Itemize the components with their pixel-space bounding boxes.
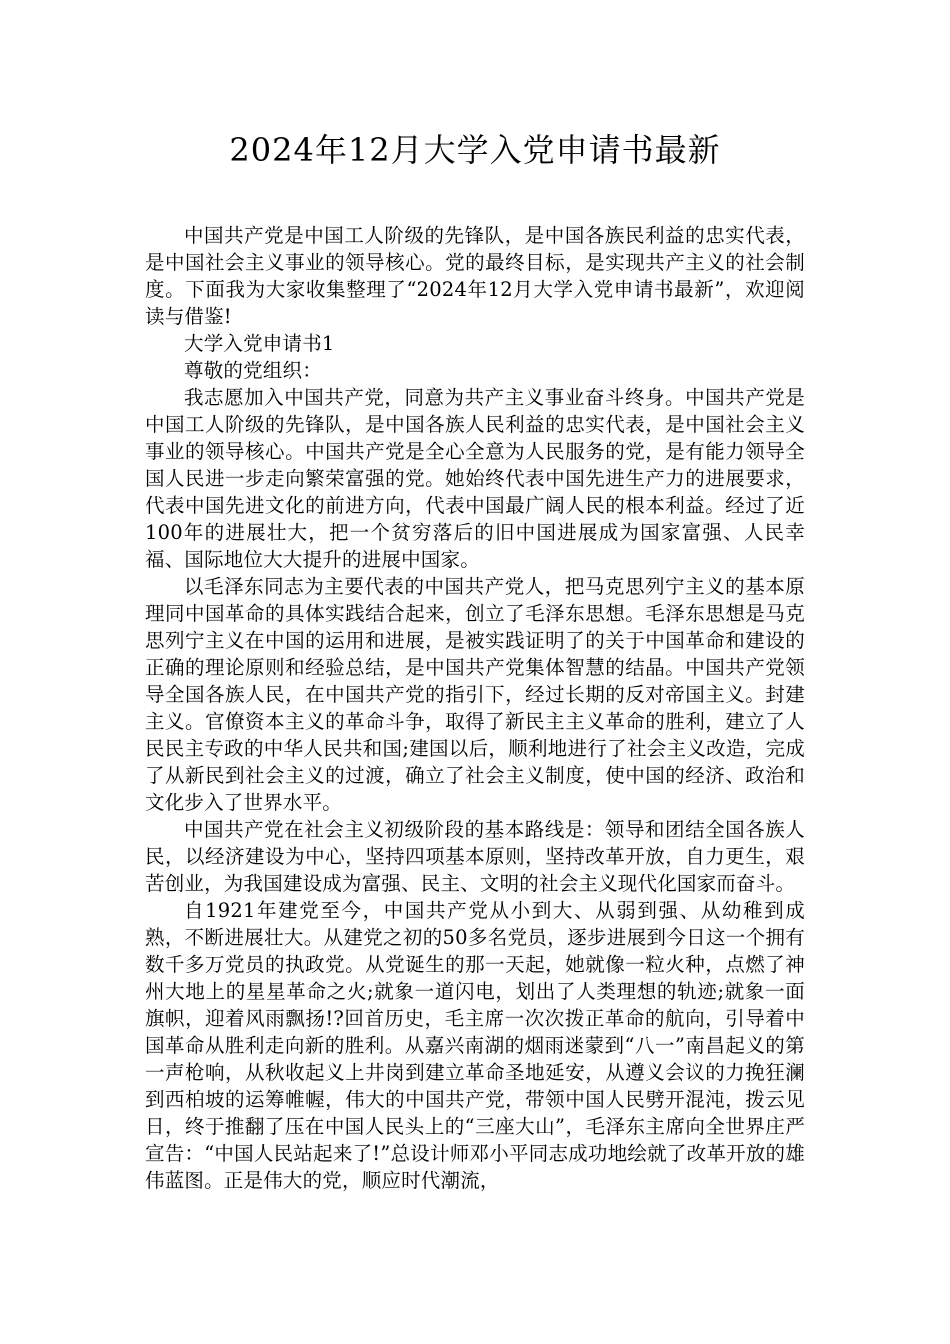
document-body [145, 222, 805, 1194]
document-title: 2024年12月大学入党申请书最新 [229, 131, 721, 169]
salutation: 尊敬的党组织： [184, 359, 322, 382]
body-paragraph: 我志愿加入中国共产党，同意为共产主义事业奋斗终身。中国共产党是中国工人阶级的先锋队，是中国各族人民利益的忠实代表，是中国社会主义事业的领导核心。中国共产党是全心全意为人民服务的党，是有能力领导全国人民进一步走向繁荣富强的党。她始终代表中国先进生产力的进展要求，代表中国先进文化的前进方向，代表中国最广阔人民的根本利益。经过了近100年的进展壮大，把一个贫穷落后的旧中国进展成为国家富强、人民幸福、国际地位大大提升的进展中国家。 [145, 386, 805, 571]
body-paragraph: 中国共产党在社会主义初级阶段的基本路线是：领导和团结全国各族人民，以经济建设为中心，坚持四项基本原则，坚持改革开放，自力更生，艰苦创业，为我国建设成为富强、民主、文明的社会主义现代化国家而奋斗。 [145, 818, 805, 895]
section-heading: 大学入党申请书1 [184, 332, 335, 355]
body-paragraph: 以毛泽东同志为主要代表的中国共产党人，把马克思列宁主义的基本原理同中国革命的具体实践结合起来，创立了毛泽东思想。毛泽东思想是马克思列宁主义在中国的运用和进展，是被实践证明了的关于中国革命和建设的正确的理论原则和经验总结，是中国共产党集体智慧的结晶。中国共产党领导全国各族人民，在中国共产党的指引下，经过长期的反对帝国主义。封建主义。官僚资本主义的革命斗争，取得了新民主主义革命的胜利，建立了人民民主专政的中华人民共和国;建国以后，顺利地进行了社会主义改造，完成了从新民到社会主义的过渡，确立了社会主义制度，使中国的经济、政治和文化步入了世界水平。 [145, 575, 805, 814]
body-paragraph: 自1921年建党至今，中国共产党从小到大、从弱到强、从幼稚到成熟，不断进展壮大。从建党之初的50多名党员，逐步进展到今日这一个拥有数千多万党员的执政党。从党诞生的那一天起，她就像一粒火种，点燃了神州大地上的星星革命之火;就象一道闪电，划出了人类理想的轨迹;就象一面旗帜，迎着风雨飘扬!?回首历史，毛主席一次次拨正革命的航向，引导着中国革命从胜利走向新的胜利。从嘉兴南湖的烟雨迷蒙到“八一”南昌起义的第一声枪响，从秋收起义上井岗到建立革命圣地延安，从遵义会议的力挽狂澜到西柏坡的运筹帷幄，伟大的中国共产党，带领中国人民劈开混沌，拨云见日，终于推翻了压在中国人民头上的“三座大山”，毛泽东主席向全世界庄严宣告：“中国人民站起来了!”总设计师邓小平同志成功地绘就了改革开放的雄伟蓝图。正是伟大的党，顺应时代潮流， [145, 899, 805, 1192]
intro-paragraph: 中国共产党是中国工人阶级的先锋队，是中国各族民利益的忠实代表，是中国社会主义事业的领导核心。党的最终目标，是实现共产主义的社会制度。下面我为大家收集整理了“2024年12月大学入党申请书最新”，欢迎阅读与借鉴! [145, 224, 805, 328]
